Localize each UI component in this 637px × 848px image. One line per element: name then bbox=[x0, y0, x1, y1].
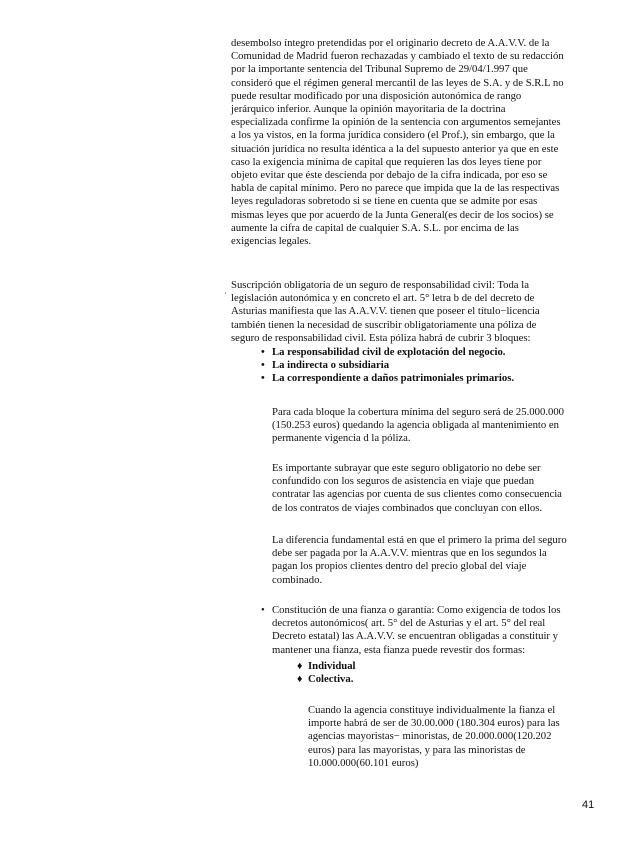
list-dot-marker: · bbox=[224, 289, 227, 298]
text-line: jerárquico inferior. Aunque la opinión mayoritaria de la doctrina bbox=[231, 103, 506, 116]
paragraph-fianza bbox=[261, 604, 561, 657]
text-line: contratar las agencias por cuenta de sus clientes como consecuencia bbox=[272, 488, 562, 501]
bullet-list-bloques bbox=[261, 346, 515, 386]
list-item: ♦ Colectiva. bbox=[297, 673, 354, 686]
bullet-icon: • bbox=[261, 604, 265, 616]
paragraph-importe-fianza bbox=[308, 704, 560, 770]
text-line: situación jurídica no resulta idéntica a la del supuesto anterior ya que en este bbox=[231, 142, 559, 155]
text-line: leyes reguladoras sobretodo si se tiene en cuenta que se admite por esas bbox=[231, 195, 538, 208]
text-line: (150.253 euros) quedando la agencia obligada al mantenimiento en bbox=[272, 419, 559, 432]
text-line: decretos autonómicos( art. 5° del de Asturias y el art. 5° del real bbox=[272, 617, 546, 630]
text-line: legislación autonómica y en concreto el art. 5° letra b de del decreto de bbox=[231, 292, 535, 305]
text-line: desembolso íntegro pretendidas por el originario decreto de A.A.V.V. de la bbox=[231, 37, 550, 49]
text-line: Decreto estatal) las A.A.V.V. se encuentran obligadas a constituir y bbox=[272, 630, 559, 643]
bullet-icon: • bbox=[261, 359, 265, 372]
text-line: consideró que el régimen general mercantil de las leyes de S.A. y de S.R.L no bbox=[231, 76, 564, 89]
text-line: 10.000.000(60.101 euros) bbox=[308, 756, 419, 769]
text-line: aumente la cifra de capital de cualquier S.A. S.L. por encima de las bbox=[231, 221, 519, 234]
text-line: caso la exigencia mínima de capital que requieren las dos leyes tiene por bbox=[231, 155, 542, 168]
text-line: Asturias manifiesta que las A.A.V.V. tienen que poseer el título−licencia bbox=[231, 305, 540, 318]
text-line: Cuando la agencia constituye individualmente la fianza el bbox=[308, 704, 556, 716]
text-line: también tienen la necesidad de suscribir obligatoriamente una póliza de bbox=[231, 318, 537, 331]
text-line: Comunidad de Madrid fueron rechazadas y cambiado el texto de su redacción bbox=[231, 50, 564, 63]
text-line: La diferencia fundamental está en que el primero la prima del seguro bbox=[272, 534, 567, 546]
text-line: combinado. bbox=[272, 573, 323, 586]
paragraph-seguro-responsabilidad bbox=[231, 279, 540, 345]
page-number: 41 bbox=[582, 799, 595, 811]
list-item: • La responsabilidad civil de explotación del negocio. bbox=[261, 346, 506, 358]
text-line: seguro de responsabilidad civil. Esta póliza habrá de cubrir 3 bloques: bbox=[231, 331, 531, 344]
paragraph-cobertura-minima bbox=[272, 406, 564, 446]
diamond-list-formas bbox=[297, 660, 356, 686]
text-line: euros) para las mayoristas, y para las minoristas de bbox=[308, 743, 526, 756]
text-line: pagan los propios clientes dentro del precio global del viaje bbox=[272, 560, 527, 573]
text-line: especializada confirme la opinión de la sentencia con argumentos semejantes bbox=[231, 116, 561, 129]
bullet-icon: • bbox=[261, 346, 265, 358]
paragraph-capital-minimo bbox=[231, 37, 564, 248]
paragraph-diferencia bbox=[272, 534, 567, 587]
diamond-icon: ♦ bbox=[297, 660, 303, 672]
text-line: Suscripción obligatoria de un seguro de responsabilidad civil: Toda la bbox=[231, 279, 529, 291]
text-line: confundido con los seguros de asistencia en viaje que puedan bbox=[272, 475, 535, 488]
text-line: importe habrá de ser de 30.00.000 (180.304 euros) para las bbox=[308, 717, 560, 730]
text-line: Para cada bloque la cobertura mínima del seguro será de 25.000.000 bbox=[272, 406, 565, 418]
text-line: mantener una fianza, esta fianza puede revestir dos formas: bbox=[272, 643, 526, 656]
text-line: • Constitución de una fianza o garantía: Como exigencia de todos los bbox=[261, 604, 561, 616]
text-line: mismas leyes que por acuerdo de la Junta General(es decir de los socios) se bbox=[231, 208, 554, 221]
text-line: agencias mayoristas− minoristas, de 20.000.000(120.202 bbox=[308, 730, 552, 743]
text-line: permanente vigencia d la póliza. bbox=[272, 432, 411, 445]
list-item: ♦ Individual bbox=[297, 660, 356, 672]
text-line: por la importante sentencia del Tribunal Supremo de 29/04/1.997 que bbox=[231, 63, 528, 76]
text-line: de los contratos de viajes combinados que concluyan con ellos. bbox=[272, 501, 543, 514]
text-line: a los ya vistos, en la forma jurídica considero (el Prof.), sin embargo, que la bbox=[231, 129, 555, 142]
paragraph-subrayar bbox=[272, 462, 562, 515]
list-item: • La indirecta o subsidiaria bbox=[261, 359, 390, 372]
text-line: objeto evitar que éste descienda por debajo de la cifra indicada, por eso se bbox=[231, 169, 548, 182]
diamond-icon: ♦ bbox=[297, 673, 303, 686]
text-line: debe ser pagada por la A.A.V.V. mientras que en los segundos la bbox=[272, 547, 547, 560]
bullet-icon: • bbox=[261, 372, 265, 385]
text-line: Es importante subrayar que este seguro obligatorio no debe ser bbox=[272, 462, 541, 474]
text-line: puede resultar modificado por una disposición autonómica de rango bbox=[231, 89, 522, 102]
list-item: • La correspondiente a daños patrimoniales primarios. bbox=[261, 372, 515, 385]
text-line: habla de capital mínimo. Pero no parece que impida que la de las respectivas bbox=[231, 182, 560, 195]
text-line: exigencias legales. bbox=[231, 235, 312, 248]
